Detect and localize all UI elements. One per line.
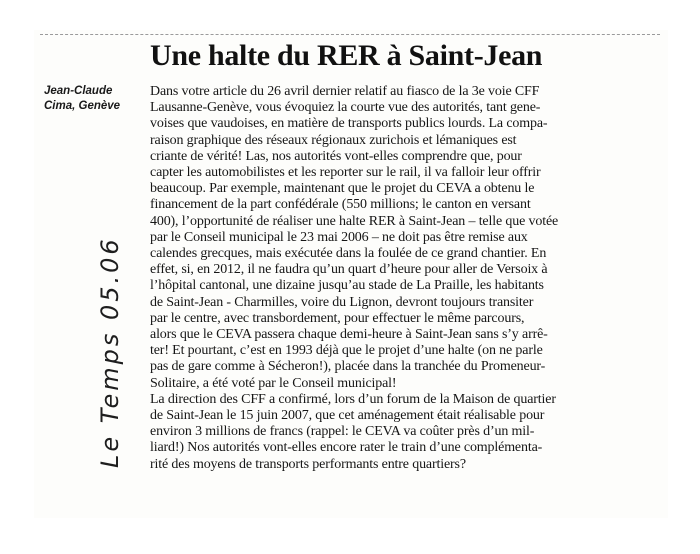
body-line: voises que vaudoises, en matière de transports publics lourds. La compa- — [150, 116, 548, 132]
article-title: Une halte du RER à Saint-Jean — [150, 39, 543, 72]
body-line: Lausanne-Genève, vous évoquiez la courte vue des autorités, tant gene- — [150, 100, 541, 116]
body-line: rité des moyens de transports performants entre quartiers? — [150, 456, 466, 472]
body-line: Solitaire, a été voté par le Conseil municipal! — [150, 375, 397, 391]
body-line: l’hôpital cantonal, une dizaine jusqu’au stade de La Praille, les habitants — [150, 278, 544, 294]
handwritten-annotation: Le Temps 05.06 — [96, 236, 124, 468]
body-line: raison graphique des réseaux régionaux zurichois et lémaniques est — [150, 132, 517, 148]
body-line: effet, si, en 2012, il ne faudra qu’un quart d’heure pour aller de Versoix à — [150, 262, 548, 278]
body-line: alors que le CEVA passera chaque demi-heure à Saint-Jean sans s’y arrê- — [150, 327, 548, 343]
clipping-top-rule — [40, 34, 660, 35]
body-line: criante de vérité! Las, nos autorités vont-elles comprendre que, pour — [150, 148, 522, 164]
body-line: capter les automobilistes et les reporter sur le rail, il va falloir leur offrir — [150, 165, 541, 181]
body-line: par le centre, avec transbordement, pour effectuer le même parcours, — [150, 310, 525, 326]
body-line: 400), l’opportunité de réaliser une halte RER à Saint-Jean – telle que votée — [150, 213, 559, 229]
author-name: Jean-Claude — [44, 85, 113, 97]
body-line: pas de gare comme à Sécheron!), placée dans la tranchée du Promeneur- — [150, 359, 546, 375]
body-line: liard!) Nos autorités vont-elles encore rater le train d’une complémenta- — [150, 440, 543, 456]
author-block — [44, 84, 144, 114]
body-line: ter! Et pourtant, c’est en 1993 déjà que le projet d’une halte (on ne parle — [150, 343, 543, 359]
body-line: calendes grecques, mais exécutée dans la foulée de ce grand chantier. En — [150, 246, 547, 262]
body-line: financement de la part confédérale (550 millions; le canton en versant — [150, 197, 531, 213]
body-line: environ 3 millions de francs (rappel: le CEVA va coûter près d’un mil- — [150, 424, 535, 440]
author-place: Cima, Genève — [44, 100, 121, 112]
body-line: de Saint-Jean le 15 juin 2007, que cet aménagement était réalisable pour — [150, 408, 545, 424]
body-line: de Saint-Jean - Charmilles, voire du Lignon, devront toujours transiter — [150, 294, 534, 310]
article-body — [150, 84, 650, 473]
body-line: beaucoup. Par exemple, maintenant que le projet du CEVA a obtenu le — [150, 181, 535, 197]
body-line: La direction des CFF a confirmé, lors d’un forum de la Maison de quartier — [150, 391, 556, 407]
body-line: par le Conseil municipal le 23 mai 2006 – ne doit pas être remise aux — [150, 229, 528, 245]
body-line: Dans votre article du 26 avril dernier relatif au fiasco de la 3e voie CFF — [150, 84, 540, 99]
